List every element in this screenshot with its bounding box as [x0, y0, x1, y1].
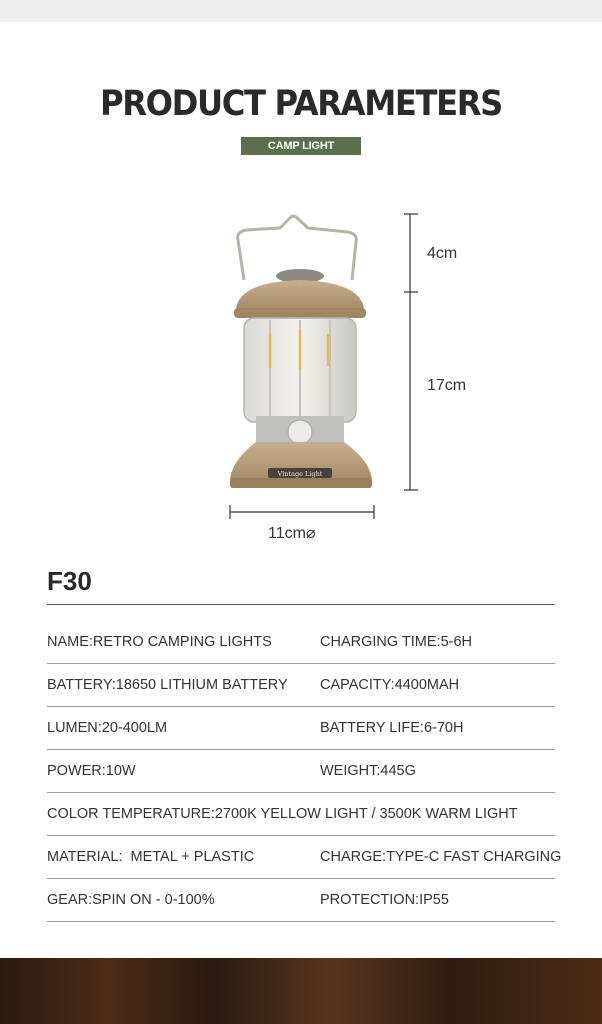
bottom-leaves-banner: [0, 958, 602, 1024]
top-strip: [0, 0, 602, 22]
spec-protection: PROTECTION:IP55: [320, 892, 449, 908]
spec-capacity: CAPACITY:4400MAH: [320, 677, 460, 693]
spec-color-temperature: COLOR TEMPERATURE:2700K YELLOW LIGHT / 3500K WARM LIGHT: [47, 806, 518, 822]
spec-weight: WEIGHT:445G: [320, 763, 416, 779]
spec-battery-life: BATTERY LIFE:6-70H: [320, 720, 464, 736]
handle-height-label: 4cm: [427, 245, 458, 262]
spec-power: POWER:10W: [47, 763, 136, 779]
spec-lumen: LUMEN:20-400LM: [47, 720, 168, 736]
spec-row: [47, 707, 555, 750]
spec-material: MATERIAL: METAL + PLASTIC: [47, 849, 255, 865]
spec-row: [47, 621, 555, 664]
lantern-image: [222, 210, 382, 500]
body-height-label: 17cm: [427, 377, 467, 394]
spec-table: [47, 621, 562, 922]
spec-name: NAME:RETRO CAMPING LIGHTS: [47, 634, 272, 650]
spec-row: [47, 750, 555, 793]
page-title: PRODUCT PARAMETERS: [100, 84, 502, 124]
model-name: F30: [47, 566, 92, 596]
spec-row: [47, 664, 555, 707]
spec-charging-time: CHARGING TIME:5-6H: [320, 634, 473, 650]
spec-row: [47, 793, 555, 836]
height-dimension-line: [404, 212, 424, 492]
model-divider: [47, 604, 555, 605]
spec-charge: CHARGE:TYPE-C FAST CHARGING: [320, 849, 562, 865]
width-dimension-line: [228, 504, 376, 520]
category-badge: CAMP LIGHT: [241, 137, 361, 155]
spec-gear: GEAR:SPIN ON - 0-100%: [47, 892, 215, 908]
diameter-label: 11cm⌀: [268, 525, 316, 542]
lantern-label: Vintage Light: [277, 470, 323, 478]
spec-row: [47, 879, 555, 922]
spec-battery: BATTERY:18650 LITHIUM BATTERY: [47, 677, 288, 693]
spec-row: [47, 836, 562, 879]
